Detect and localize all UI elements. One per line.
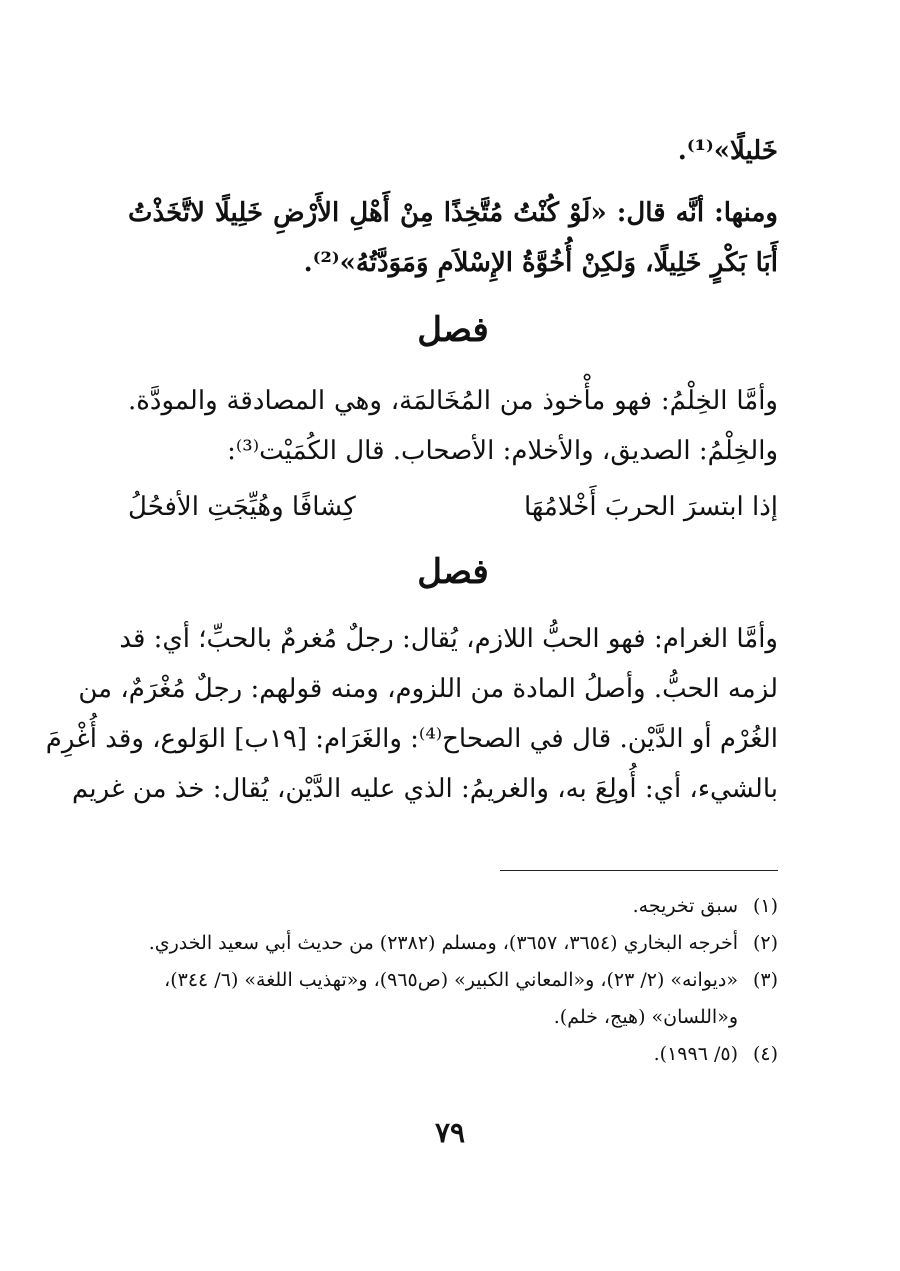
section-heading: فصل [417,552,489,592]
section-heading: فصل [417,310,489,350]
page-number: ٧٩ [434,1116,466,1149]
footnote [118,925,778,962]
text-line: والخِلْمُ: الصديق، والأخلام: الأصحاب. قال الكُمَيْت⁽³⁾: [227,436,778,466]
footnote-number: (٣) [752,969,778,991]
text-line: بالشيء، أي: أُولِعَ به، والغريمُ: الذي عليه الدَّيْن، يُقال: خذ من غريم [72,774,778,804]
footnote-text: أخرجه البخاري (٣٦٥٤، ٣٦٥٧)، ومسلم (٢٣٨٢) من حديث أبي سعيد الخدري. [148,932,738,954]
text-line: الغُرْم أو الدَّيْن. قال في الصحاح⁽⁴⁾: والغَرَام: [١٩ب] الوَلوع، وقد أُغْرِمَ [45,724,778,754]
footnote-text: سبق تخريجه. [632,895,738,917]
footnote [118,888,778,925]
footnote [118,962,778,999]
footnote-text: «ديوانه» (٢/ ٢٣)، و«المعاني الكبير» (ص٩٦٥)، و«تهذيب اللغة» (٦/ ٣٤٤)، [164,969,738,991]
footnote-number: (٢) [752,932,778,954]
text-line: ومنها: أنَّه قال: «لَوْ كُنْتُ مُتَّخِذًا مِنْ أَهْلِ الأَرْضِ خَلِيلًا لاتَّخَذْتُ [128,198,778,228]
text-line: وأمَّا الغرام: فهو الحبُّ اللازم، يُقال: رجلٌ مُغرمٌ بالحبِّ؛ أي: قد [119,624,778,654]
footnote-text: (٥/ ١٩٩٦). [653,1043,738,1065]
poetry-verse [128,486,778,528]
verse-second-hemistich: كِشافًا وهُيِّجَتِ الأفحُلُ [128,492,356,522]
verse-first-hemistich: إذا ابتسرَ الحربَ أَخْلامُهَا [523,492,778,522]
footnote [118,1036,778,1073]
footnote-number: (٤) [752,1043,778,1065]
text-line: أَبَا بَكْرٍ خَلِيلًا، وَلكِنْ أُخُوَّةُ الإِسْلاَمِ وَمَوَدَّتُهُ»⁽²⁾. [303,248,778,278]
footnote-continuation: و«اللسان» (هيج، خلم). [553,1006,738,1028]
footnote-separator [500,870,778,871]
footnote-number: (١) [752,895,778,917]
text-line: لزمه الحبُّ. وأصلُ المادة من اللزوم، ومنه قولهم: رجلٌ مُغْرَمٌ، من [78,674,778,704]
text-line: خَليلًا»⁽¹⁾. [677,136,778,166]
footnotes [118,888,778,1073]
text-line: وأمَّا الخِلْمُ: فهو مأْخوذ من المُخَالمَة، وهي المصادقة والمودَّة. [128,386,778,416]
